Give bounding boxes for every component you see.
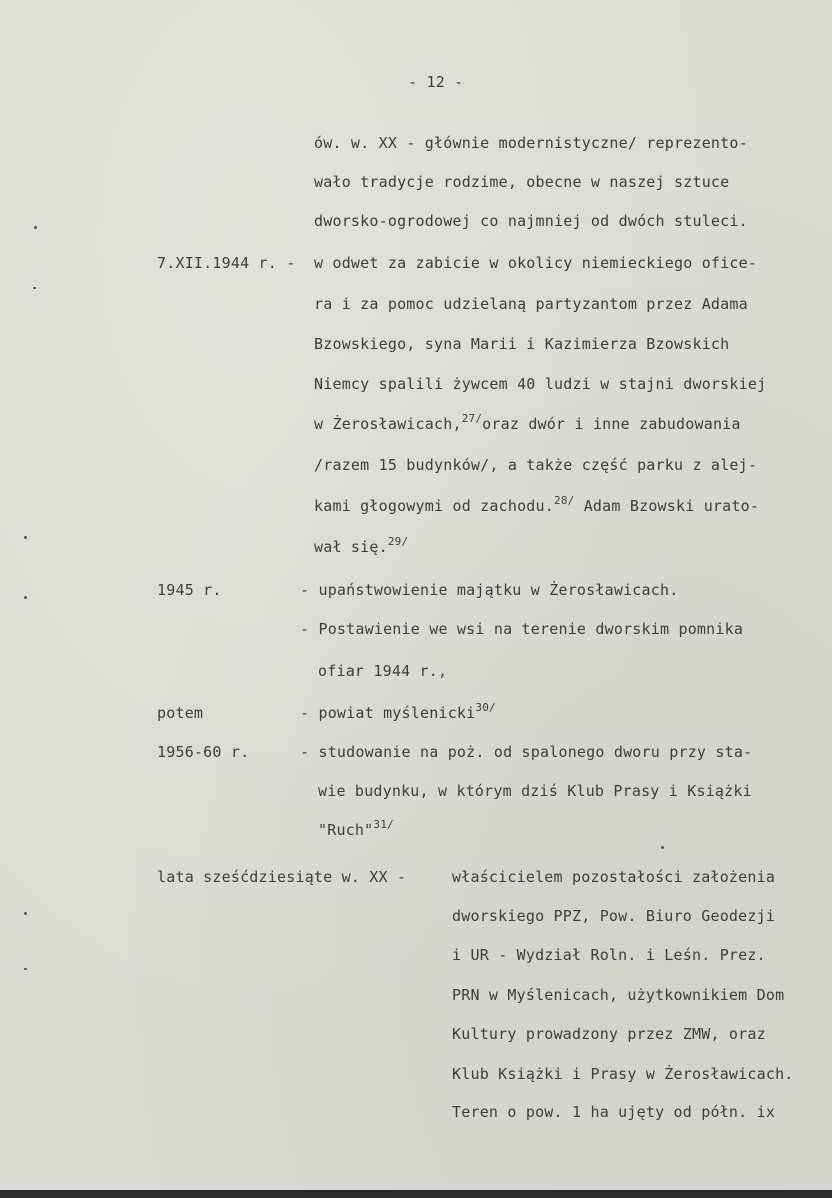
text-line: wie budynku, w którym dziś Klub Prasy i Książki — [318, 782, 752, 800]
text-line: wało tradycje rodzime, obecne w naszej sztuce — [314, 173, 730, 191]
footnote-ref: 29/ — [387, 535, 409, 548]
text-line: w odwet za zabicie w okolicy niemieckiego ofice- — [314, 254, 758, 272]
text-line: Niemcy spalili żywcem 40 ludzi w stajni dworskiej — [314, 375, 767, 393]
text-line: Bzowskiego, syna Marii i Kazimierza Bzowskich — [314, 335, 730, 353]
footnote-ref: 30/ — [475, 701, 496, 714]
margin-mark — [33, 287, 36, 289]
text-line: dworskiego PPZ, Pow. Biuro Geodezji — [452, 907, 776, 925]
text-line: - studowanie na poż. od spalonego dworu przy sta- — [300, 743, 753, 761]
text-fragment: wał się. — [314, 538, 388, 556]
text-line: ofiar 1944 r., — [318, 662, 448, 680]
text-line: PRN w Myślenicach, użytkownikiem Dom — [452, 986, 785, 1004]
text-fragment: w Żerosławicach, — [314, 415, 462, 433]
text-line-with-footnote — [314, 496, 759, 516]
text-line: Klub Książki i Prasy w Żerosławicach. — [452, 1065, 794, 1083]
text-line: Kultury prowadzony przez ZMW, oraz — [452, 1025, 766, 1043]
date-label: potem — [157, 704, 204, 722]
text-line: właścicielem pozostałości założenia — [452, 868, 776, 886]
date-label: 1956-60 r. — [157, 743, 250, 761]
text-line: /razem 15 budynków/, a także część parku z alej- — [314, 456, 758, 474]
text-fragment: - powiat myślenicki — [300, 704, 476, 722]
margin-mark — [34, 226, 37, 229]
text-line: - upaństwowienie majątku w Żerosławicach. — [300, 581, 679, 599]
date-label: 1945 r. — [157, 581, 222, 599]
text-fragment: "Ruch" — [318, 821, 374, 839]
page-number: - 12 - — [408, 73, 464, 91]
date-label: lata sześćdziesiąte w. XX - — [157, 868, 407, 886]
text-fragment: Adam Bzowski urato- — [574, 497, 760, 515]
footnote-ref: 27/ — [461, 412, 483, 425]
text-line-with-footnote — [300, 703, 496, 723]
text-line: dworsko-ogrodowej co najmniej od dwóch stuleci. — [314, 212, 748, 230]
date-label: 7.XII.1944 r. - — [157, 254, 296, 272]
margin-mark — [24, 596, 27, 599]
text-line-with-footnote — [318, 820, 394, 840]
margin-mark — [24, 912, 27, 915]
text-line: i UR - Wydział Roln. i Leśn. Prez. — [452, 946, 766, 964]
text-line-with-footnote — [314, 537, 408, 557]
margin-mark — [24, 968, 27, 970]
text-line-with-footnote — [314, 414, 741, 434]
text-fragment: oraz dwór i inne zabudowania — [482, 415, 741, 433]
text-fragment: kami głogowymi od zachodu. — [314, 497, 554, 515]
margin-mark — [661, 846, 664, 849]
margin-mark — [24, 536, 27, 539]
footnote-ref: 31/ — [373, 818, 394, 831]
text-line: ra i za pomoc udzielaną partyzantom przez Adama — [314, 295, 748, 313]
scan-edge — [0, 1190, 832, 1198]
footnote-ref: 28/ — [554, 494, 575, 507]
text-line: ów. w. XX - głównie modernistyczne/ reprezento- — [314, 134, 748, 152]
text-line: Teren o pow. 1 ha ujęty od półn. ix — [452, 1103, 776, 1121]
text-line: - Postawienie we wsi na terenie dworskim pomnika — [300, 620, 744, 638]
